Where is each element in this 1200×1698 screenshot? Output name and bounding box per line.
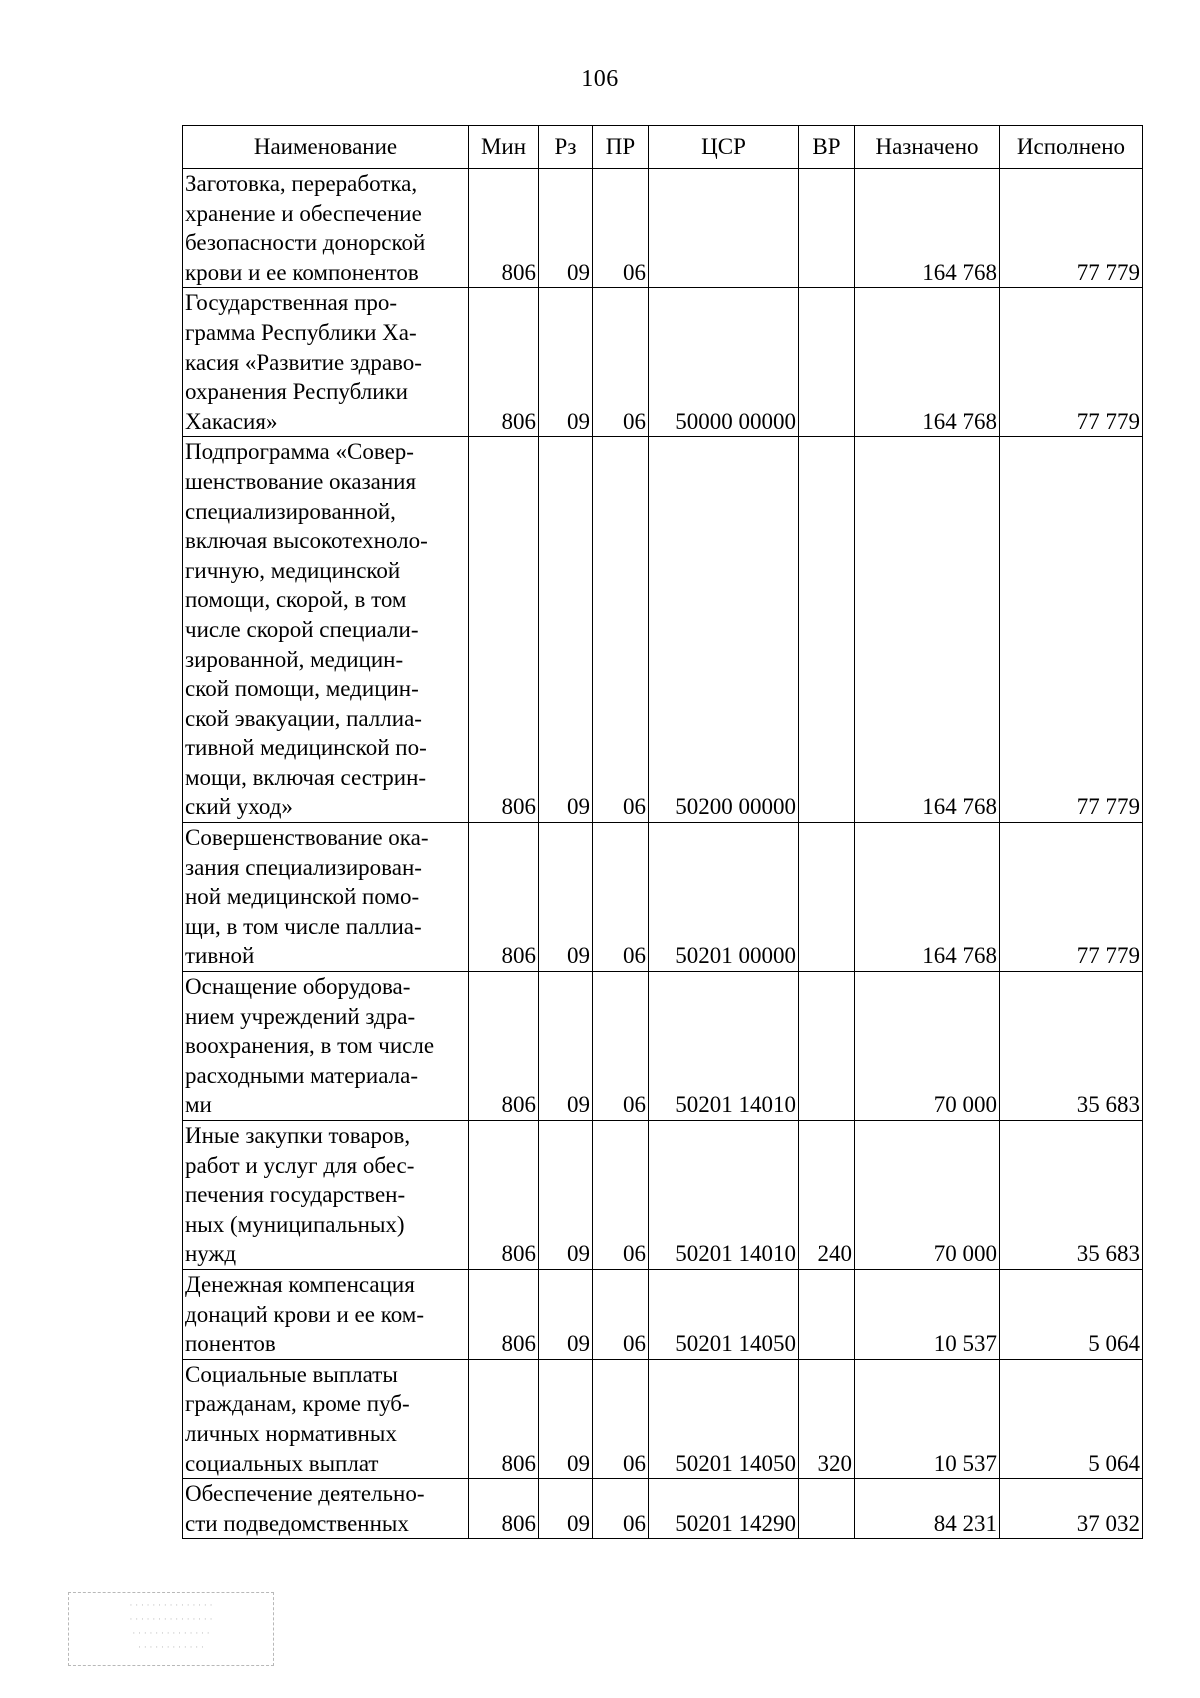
cell-csr: 50201 14290: [649, 1479, 799, 1539]
table-row: [183, 1479, 1143, 1539]
cell-name: Социальные выплаты гражданам, кроме пуб- личных нормативных социальных выплат: [183, 1359, 469, 1478]
cell-rz: 09: [539, 437, 593, 823]
cell-assigned: 164 768: [855, 288, 1000, 437]
cell-executed: 77 779: [1000, 437, 1143, 823]
cell-vr: [799, 1269, 855, 1359]
table-row: [183, 1269, 1143, 1359]
cell-rz: 09: [539, 288, 593, 437]
cell-executed: 35 683: [1000, 972, 1143, 1121]
cell-assigned: 10 537: [855, 1269, 1000, 1359]
header-rz: Рз: [539, 126, 593, 169]
table-row: [183, 1121, 1143, 1270]
cell-min: 806: [469, 169, 539, 288]
cell-min: 806: [469, 288, 539, 437]
cell-rz: 09: [539, 1479, 593, 1539]
cell-pr: 06: [593, 169, 649, 288]
cell-rz: 09: [539, 972, 593, 1121]
header-assigned: Назначено: [855, 126, 1000, 169]
cell-assigned: 10 537: [855, 1359, 1000, 1478]
cell-rz: 09: [539, 1269, 593, 1359]
header-vr: ВР: [799, 126, 855, 169]
cell-name: Заготовка, переработка, хранение и обеспечение безопасности донорской крови и ее компонентов: [183, 169, 469, 288]
header-pr: ПР: [593, 126, 649, 169]
cell-rz: 09: [539, 823, 593, 972]
cell-rz: 09: [539, 1121, 593, 1270]
table-row: [183, 823, 1143, 972]
cell-executed: 35 683: [1000, 1121, 1143, 1270]
cell-csr: 50000 00000: [649, 288, 799, 437]
cell-pr: 06: [593, 823, 649, 972]
cell-vr: [799, 288, 855, 437]
cell-vr: [799, 169, 855, 288]
budget-table: [182, 125, 1143, 1539]
table-row: [183, 288, 1143, 437]
cell-vr: 320: [799, 1359, 855, 1478]
cell-name: Денежная компенсация донаций крови и ее ком- понентов: [183, 1269, 469, 1359]
cell-pr: 06: [593, 972, 649, 1121]
cell-min: 806: [469, 823, 539, 972]
cell-name: Подпрограмма «Совер- шенствование оказания специализированной, включая высокотехноло- гичную, медицинской помощи, скорой, в том числе скорой специали- зированной, медицин- ской помощи, медицин- ской эвакуации, паллиа- тивной медицинской по- мощи, включая сестрин- ский уход»: [183, 437, 469, 823]
cell-assigned: 70 000: [855, 972, 1000, 1121]
cell-csr: 50201 00000: [649, 823, 799, 972]
cell-executed: 77 779: [1000, 288, 1143, 437]
cell-assigned: 70 000: [855, 1121, 1000, 1270]
cell-csr: 50201 14010: [649, 972, 799, 1121]
table-row: [183, 972, 1143, 1121]
cell-name: Иные закупки товаров, работ и услуг для обес- печения государствен- ных (муниципальных) нужд: [183, 1121, 469, 1270]
cell-pr: 06: [593, 437, 649, 823]
cell-min: 806: [469, 1479, 539, 1539]
cell-executed: 77 779: [1000, 169, 1143, 288]
cell-pr: 06: [593, 1121, 649, 1270]
cell-min: 806: [469, 972, 539, 1121]
cell-pr: 06: [593, 1269, 649, 1359]
cell-pr: 06: [593, 1359, 649, 1478]
table-row: [183, 169, 1143, 288]
cell-csr: [649, 169, 799, 288]
header-min: Мин: [469, 126, 539, 169]
cell-csr: 50201 14010: [649, 1121, 799, 1270]
header-row: [183, 126, 1143, 169]
cell-csr: 50201 14050: [649, 1359, 799, 1478]
cell-min: 806: [469, 1121, 539, 1270]
cell-executed: 5 064: [1000, 1269, 1143, 1359]
cell-pr: 06: [593, 288, 649, 437]
header-csr: ЦСР: [649, 126, 799, 169]
cell-rz: 09: [539, 1359, 593, 1478]
cell-vr: [799, 437, 855, 823]
cell-min: 806: [469, 437, 539, 823]
cell-vr: [799, 823, 855, 972]
cell-executed: 5 064: [1000, 1359, 1143, 1478]
cell-rz: 09: [539, 169, 593, 288]
cell-min: 806: [469, 1269, 539, 1359]
cell-name: Совершенствование ока- зания специализирован- ной медицинской помо- щи, в том числе паллиа- тивной: [183, 823, 469, 972]
cell-assigned: 84 231: [855, 1479, 1000, 1539]
cell-name: Оснащение оборудова- нием учреждений здра- воохранения, в том числе расходными материала- ми: [183, 972, 469, 1121]
table-row: [183, 1359, 1143, 1478]
cell-vr: 240: [799, 1121, 855, 1270]
faded-stamp: · · · · · · · · · · · · · · · · · · · · · · · · · · · · · · · · · · · · · · · · · · · · · · · · · · · · · · · ·: [68, 1592, 274, 1666]
header-name: Наименование: [183, 126, 469, 169]
cell-min: 806: [469, 1359, 539, 1478]
table-row: [183, 437, 1143, 823]
cell-name: Государственная про- грамма Республики Ха- касия «Развитие здраво- охранения Республики Хакасия»: [183, 288, 469, 437]
page-number: 106: [581, 66, 619, 92]
cell-assigned: 164 768: [855, 169, 1000, 288]
cell-executed: 37 032: [1000, 1479, 1143, 1539]
cell-vr: [799, 972, 855, 1121]
cell-executed: 77 779: [1000, 823, 1143, 972]
cell-assigned: 164 768: [855, 437, 1000, 823]
cell-assigned: 164 768: [855, 823, 1000, 972]
cell-name: Обеспечение деятельно- сти подведомственных: [183, 1479, 469, 1539]
cell-pr: 06: [593, 1479, 649, 1539]
header-executed: Исполнено: [1000, 126, 1143, 169]
cell-vr: [799, 1479, 855, 1539]
cell-csr: 50201 14050: [649, 1269, 799, 1359]
cell-csr: 50200 00000: [649, 437, 799, 823]
